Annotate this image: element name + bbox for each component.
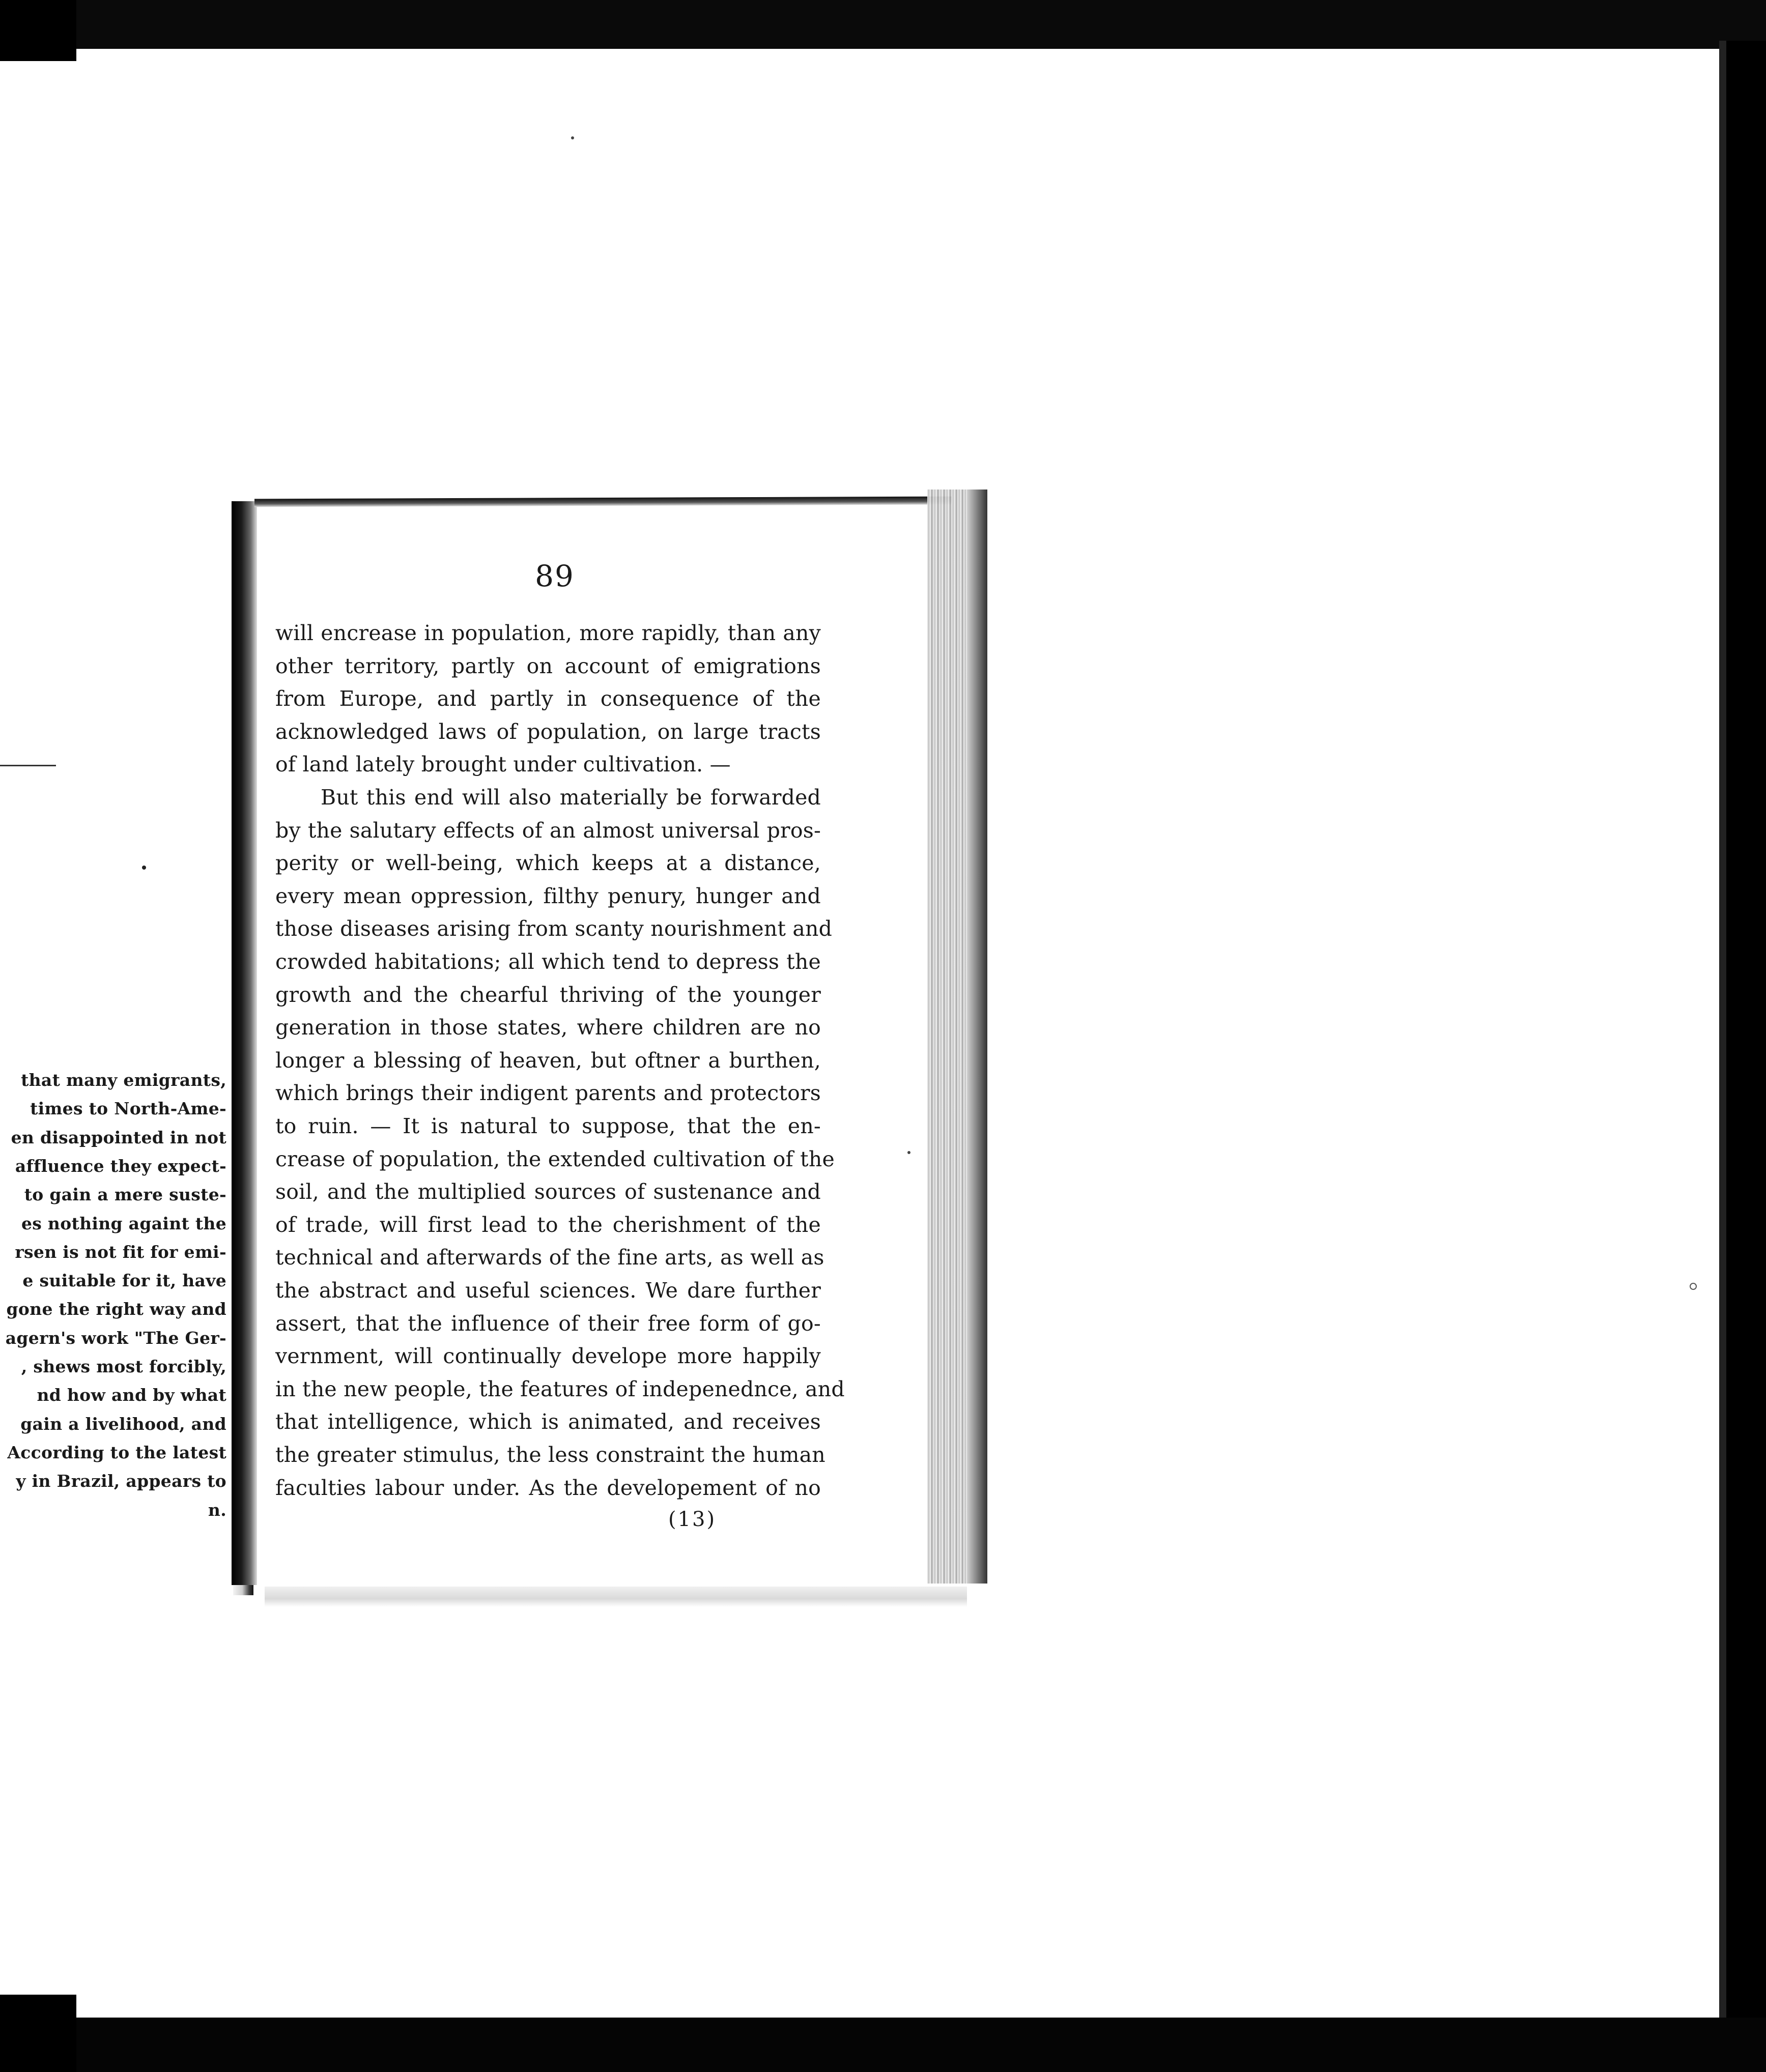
body-text-line: which brings their indigent parents and protectors	[275, 1081, 821, 1106]
footnote-line: to gain a mere suste-	[24, 1185, 226, 1205]
body-text-line: longer a blessing of heaven, but oftner a burthen,	[275, 1048, 821, 1073]
footnote-line: gone the right way and	[6, 1299, 226, 1319]
footnote-line: nd how and by what	[37, 1385, 226, 1405]
footnote-line: affluence they expect-	[15, 1156, 226, 1176]
body-text-line: But this end will also materially be forwarded	[321, 785, 821, 810]
left-page-ink-dot	[142, 866, 146, 870]
footnote-line: gain a livelihood, and	[20, 1414, 226, 1434]
body-text-line: crowded habitations; all which tend to depress the	[275, 949, 821, 974]
footnote-line: agern's work "The Ger-	[5, 1328, 226, 1348]
footnote-line: es nothing againt the	[21, 1213, 226, 1233]
body-text-line: by the salutary effects of an almost universal pros-	[275, 818, 821, 843]
body-text-line: of trade, will first lead to the cherishment of the	[275, 1212, 821, 1237]
footnote-line: y in Brazil, appears to	[16, 1471, 226, 1491]
body-text-line: to ruin. — It is natural to suppose, that the en-	[275, 1114, 821, 1138]
body-text-line: soil, and the multiplied sources of sustenance and	[275, 1179, 821, 1204]
footnote-line: , shews most forcibly,	[21, 1357, 226, 1376]
body-text-line: the greater stimulus, the less constraint the human	[275, 1443, 825, 1467]
scan-frame-right-edge	[1719, 41, 1726, 2025]
scan-frame-right	[1726, 41, 1766, 2025]
body-text-line: of land lately brought under cultivation. —	[275, 752, 731, 777]
page-top-edge	[254, 497, 952, 507]
body-text-line: that intelligence, which is animated, and receives	[275, 1409, 821, 1434]
footnote-line: rsen is not fit for emi-	[15, 1242, 226, 1262]
page-bottom-edge	[265, 1587, 967, 1607]
body-text-line: vernment, will continually develope more happily	[275, 1344, 821, 1369]
body-text-line: technical and afterwards of the fine arts, as well as	[275, 1245, 824, 1270]
body-text-line: assert, that the influence of their free form of go-	[275, 1311, 821, 1336]
footnote-line: that many emigrants,	[21, 1070, 226, 1090]
signature-mark: (13)	[668, 1508, 717, 1531]
body-text-line: generation in those states, where children are no	[275, 1015, 821, 1040]
footnote-line: According to the latest	[7, 1442, 226, 1462]
body-text-line: those diseases arising from scanty nourishment and	[275, 916, 833, 941]
scan-ring-mark	[1690, 1283, 1697, 1290]
body-text-line: in the new people, the features of indepenednce, and	[275, 1376, 845, 1401]
body-text-line: other territory, partly on account of emigrations	[275, 653, 821, 678]
body-text-line: faculties labour under. As the developement of no	[275, 1475, 821, 1500]
body-text-line: will encrease in population, more rapidly, than any	[275, 621, 821, 645]
scan-speck	[571, 136, 574, 139]
page-fore-edge-shadow	[967, 490, 987, 1584]
body-text-line: perity or well-being, which keeps at a distance,	[275, 851, 821, 876]
body-text-line: every mean oppression, filthy penury, hunger and	[275, 883, 821, 908]
footnote-line: times to North-Ame-	[30, 1099, 226, 1119]
footnote-line: en disappointed in not	[11, 1127, 226, 1147]
body-text-line: crease of population, the extended cultivation of the	[275, 1146, 835, 1171]
scan-frame-corner-top	[0, 0, 76, 61]
footnote-line: e suitable for it, have	[22, 1271, 226, 1291]
footnote-line: n.	[208, 1500, 226, 1520]
book-spine-shadow	[232, 501, 257, 1585]
body-text-line: the abstract and useful sciences. We dare further	[275, 1278, 821, 1303]
scan-frame-bottom	[0, 2018, 1766, 2072]
scan-frame-corner-bottom	[0, 1995, 76, 2072]
page-number: 89	[535, 559, 575, 593]
body-text-line: from Europe, and partly in consequence of the	[275, 686, 821, 711]
scan-frame-top	[0, 0, 1766, 49]
left-page-rule	[0, 765, 56, 766]
body-text-line: growth and the chearful thriving of the younger	[275, 982, 821, 1007]
body-text-line: acknowledged laws of population, on large tracts	[275, 719, 821, 744]
scan-speck	[907, 1151, 910, 1154]
